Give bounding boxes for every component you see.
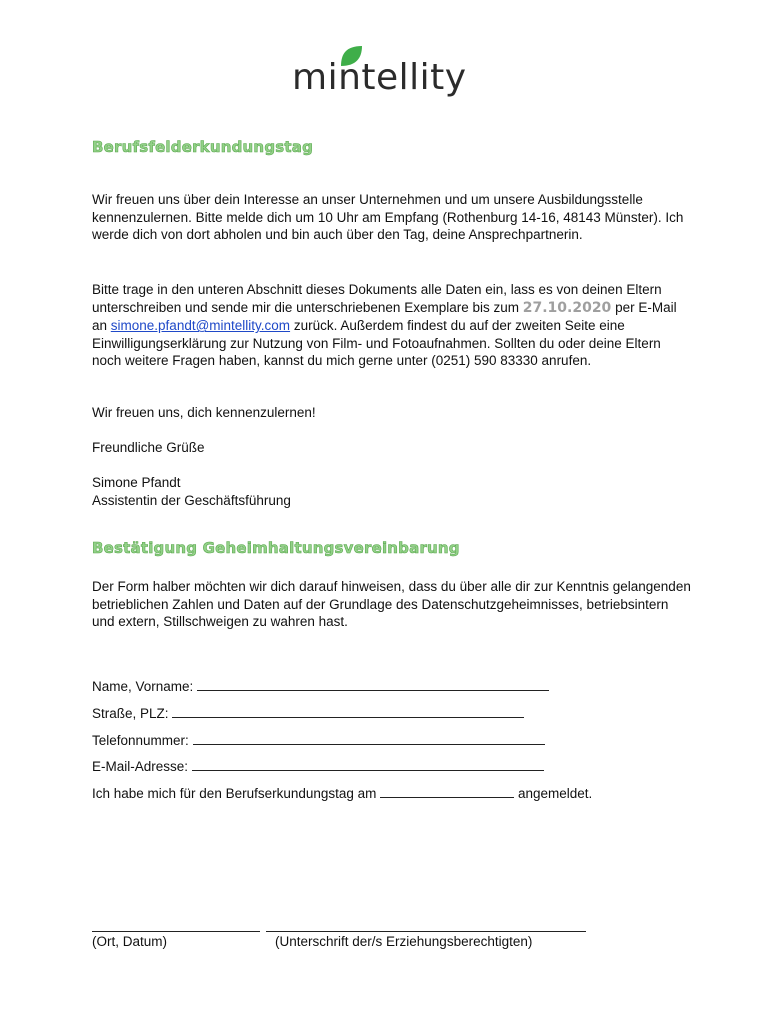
company-logo — [288, 44, 488, 100]
registration-prefix: Ich habe mich für den Berufserkundungstag am — [92, 786, 377, 801]
signer-title: Assistentin der Geschäftsführung — [92, 493, 291, 508]
confidentiality-paragraph — [92, 578, 692, 631]
phone-input-line[interactable] — [193, 732, 545, 745]
signer-name: Simone Pfandt — [92, 475, 181, 490]
email-field — [92, 758, 544, 775]
deadline-date: 27.10.2020 — [522, 299, 612, 316]
phone-field — [92, 732, 545, 749]
logo-wordmark: mintellity — [292, 57, 467, 98]
name-field — [92, 678, 549, 695]
instructions-paragraph — [92, 281, 692, 370]
place-date-label: (Ort, Datum) — [92, 934, 168, 949]
instructions-part1: Bitte trage in den unteren Abschnitt dieses Dokuments alle Daten ein, lass es von deinen Eltern unterschreiben und sende mir die unterschriebenen Exemplare bis zum — [92, 282, 662, 315]
guardian-signature-label: (Unterschrift der/s Erziehungsberechtigten) — [275, 934, 533, 949]
instructions-part2: per E-Mail an — [92, 299, 677, 334]
intro-text: Wir freuen uns über dein Interesse an unser Unternehmen und um unsere Ausbildungsstelle kennenzulernen. Bitte melde dich um 10 Uhr am Empfang (Rothenburg 14-16, 48143 Münster). Ich werde dich von dort abholen und bin auch über den Tag, deine Ansprechpartnerin. — [92, 192, 684, 243]
intro-paragraph — [92, 191, 692, 244]
registration-date-line[interactable] — [380, 785, 514, 798]
instructions-part3: zurück. Außerdem findest du auf der zweiten Seite eine Einwilligungserklärung zur Nutzung von Film- und Fotoaufnahmen. Sollten du oder deine Eltern noch weitere Fragen haben, kannst du mich gerne unter (0251) 590 83330 anrufen. — [92, 318, 661, 369]
email-link[interactable]: simone.pfandt@mintellity.com — [110, 318, 291, 334]
email-label: E-Mail-Adresse: — [92, 759, 189, 774]
closing-line: Wir freuen uns, dich kennenzulernen! — [92, 405, 316, 420]
greeting-line: Freundliche Grüße — [92, 440, 205, 455]
guardian-signature-line[interactable] — [266, 931, 586, 932]
street-label: Straße, PLZ: — [92, 706, 169, 721]
street-field — [92, 705, 524, 722]
confidentiality-text: Der Form halber möchten wir dich darauf hinweisen, dass du über alle dir zur Kenntnis gelangenden betrieblichen Zahlen und Daten auf der Grundlage des Datenschutzgeheimnisses, betriebsintern und extern, Stillschweigen zu wahren hast. — [92, 579, 691, 630]
street-input-line[interactable] — [172, 705, 524, 718]
section-heading-berufsfelderkundungstag: Berufsfelderkundungstag — [92, 138, 314, 156]
registration-field — [92, 785, 592, 802]
name-label: Name, Vorname: — [92, 679, 194, 694]
name-input-line[interactable] — [197, 678, 549, 691]
phone-label: Telefonnummer: — [92, 733, 189, 748]
instructions-text — [92, 281, 692, 370]
registration-suffix: angemeldet. — [517, 786, 593, 801]
email-input-line[interactable] — [192, 758, 544, 771]
place-date-line[interactable] — [92, 931, 260, 932]
section-heading-geheimhaltung: Bestätigung Geheimhaltungsvereinbarung — [92, 539, 460, 557]
